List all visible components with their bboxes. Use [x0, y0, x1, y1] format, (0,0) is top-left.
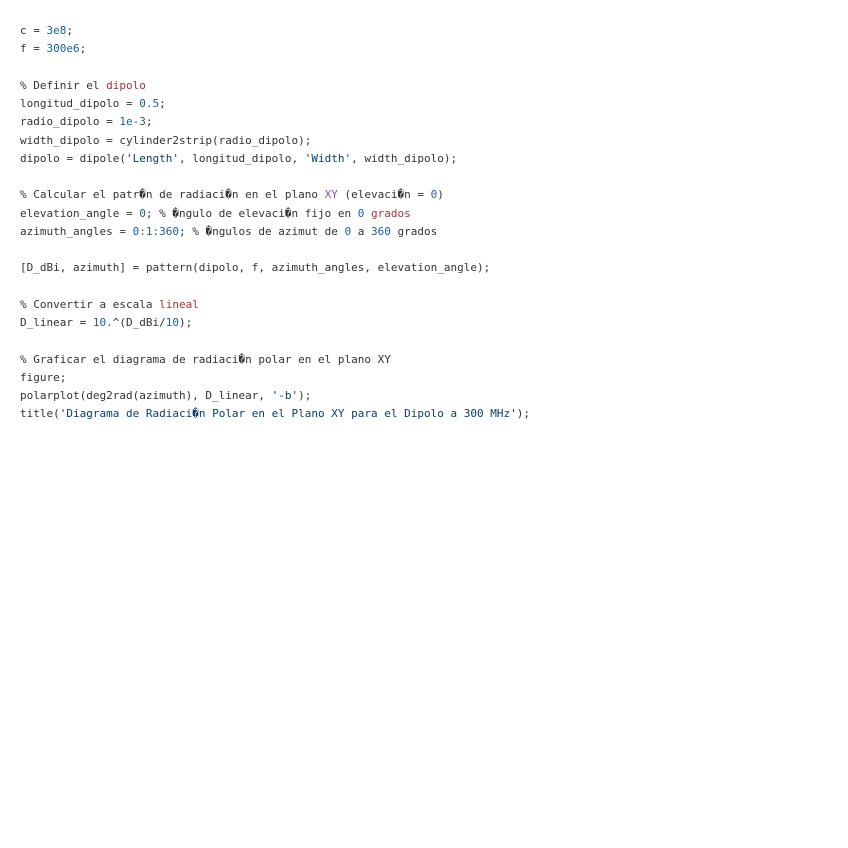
code-line[interactable]	[20, 22, 838, 40]
code-token: 'Length'	[125, 151, 179, 165]
code-line[interactable]	[20, 77, 838, 95]
code-token: 0	[344, 224, 352, 238]
code-token: % Calcular el patr�n de radiaci�n en el plano	[20, 188, 325, 202]
code-line[interactable]	[20, 259, 838, 277]
code-line[interactable]	[20, 113, 838, 131]
code-line[interactable]	[20, 205, 838, 223]
code-token: % Convertir a escala	[20, 297, 160, 311]
code-token: longitud_dipolo =	[20, 97, 140, 110]
code-line[interactable]	[20, 405, 838, 423]
code-token: , longitud_dipolo,	[178, 151, 305, 165]
code-token: 1e-3	[119, 115, 146, 129]
code-token: elevation_angle =	[20, 206, 140, 220]
code-token: '-b'	[271, 389, 299, 402]
code-token: figure;	[20, 370, 67, 384]
code-token: 10	[165, 316, 179, 329]
code-token: % Graficar el diagrama de radiaci�n polar en el plano XY	[20, 352, 391, 366]
code-line[interactable]	[20, 223, 838, 241]
code-line[interactable]	[20, 132, 838, 150]
code-token: , width_dipolo);	[351, 151, 458, 165]
code-token: a	[351, 224, 372, 238]
code-line[interactable]	[20, 369, 838, 387]
blank-line[interactable]	[20, 168, 838, 186]
blank-line[interactable]	[20, 241, 838, 259]
code-token: );	[516, 407, 530, 421]
code-line[interactable]	[20, 150, 838, 168]
code-token: 3e8	[46, 24, 67, 37]
code-token: 360	[371, 224, 391, 238]
code-line[interactable]	[20, 351, 838, 369]
blank-line[interactable]	[20, 59, 838, 77]
code-token: 'Diagrama de Radiaci�n Polar en el Plano XY para el Dipolo a 300 MHz'	[59, 407, 517, 421]
code-token: polarplot(deg2rad(azimuth), D_linear,	[20, 389, 272, 402]
code-token: )	[437, 188, 444, 202]
code-token: 0	[430, 188, 438, 202]
code-token: ; % �ngulo de elevaci�n fijo en	[145, 206, 358, 220]
blank-line[interactable]	[20, 278, 838, 296]
code-token: );	[178, 316, 193, 329]
code-token: [D_dBi, azimuth] = pattern(dipolo, f, azimuth_angles, elevation_angle);	[20, 261, 491, 275]
code-token: );	[298, 389, 312, 402]
code-token: XY	[324, 188, 338, 202]
code-token: 0:1:360	[132, 224, 179, 238]
code-line[interactable]	[20, 95, 838, 113]
code-token: grados	[371, 206, 411, 220]
code-line[interactable]	[20, 186, 838, 204]
code-token: ;	[66, 24, 73, 37]
code-token: 0.5	[139, 97, 160, 110]
code-token: dipolo = dipole(	[20, 151, 126, 165]
code-token: ;	[159, 97, 166, 110]
code-token: width_dipolo = cylinder2strip(radio_dipolo);	[20, 133, 312, 147]
code-token: D_linear =	[20, 316, 93, 329]
code-token: grados	[390, 224, 438, 238]
code-token: ;	[145, 115, 153, 129]
code-editor[interactable]	[20, 22, 838, 424]
code-line[interactable]	[20, 296, 838, 314]
code-token: (elevaci�n =	[337, 188, 431, 202]
code-token: dipolo	[106, 78, 146, 92]
code-token: 'Width'	[304, 151, 352, 165]
code-token: c =	[20, 24, 47, 37]
code-token: 0	[139, 206, 146, 220]
code-token: ; % �ngulos de azimut de	[178, 224, 345, 238]
code-token: % Definir el	[20, 78, 107, 92]
code-line[interactable]	[20, 314, 838, 332]
code-token: ;	[79, 42, 87, 56]
code-token: title(	[20, 407, 60, 421]
code-token: lineal	[159, 297, 199, 311]
blank-line[interactable]	[20, 332, 838, 350]
code-token: ^(D_dBi/	[112, 316, 166, 329]
code-line[interactable]	[20, 387, 838, 405]
code-line[interactable]	[20, 40, 838, 58]
code-token: f =	[20, 42, 47, 56]
code-token: 10.	[92, 316, 113, 329]
code-token: 0	[357, 206, 365, 220]
code-token: 300e6	[46, 42, 80, 56]
code-token: azimuth_angles =	[20, 224, 133, 238]
code-token: radio_dipolo =	[20, 115, 120, 129]
